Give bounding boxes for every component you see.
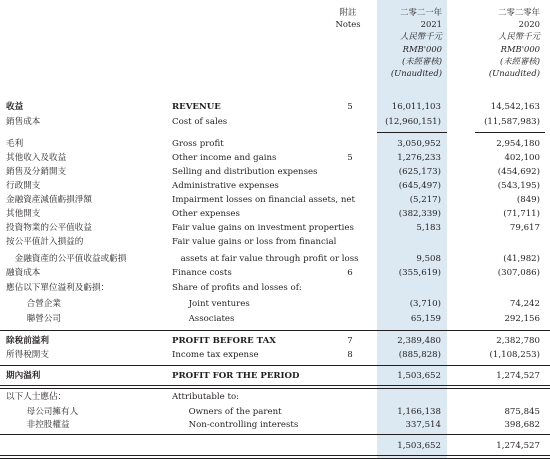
row-share-heading <box>0 283 550 294</box>
row-label-en: Fair value gains or loss from financial <box>172 237 337 247</box>
header-2020-audit-zh: (未經審核) <box>499 55 540 66</box>
row-attributable-heading <box>0 392 550 403</box>
row-value-2020: 79,617 <box>509 223 540 233</box>
header-2021-unit: RMB'000 <box>402 43 442 54</box>
row-impairment <box>0 195 550 206</box>
header-2021-audit: (Unaudited) <box>390 68 442 79</box>
header-2020-year: 2020 <box>518 19 540 30</box>
rule <box>0 330 550 331</box>
row-value-2020: 402,100 <box>504 153 540 163</box>
row-value-2021: 5,183 <box>416 223 441 233</box>
notes-header-zh: 附註 <box>339 7 357 17</box>
row-label-en: Fair value gains on investment properties <box>172 223 354 233</box>
row-associates <box>0 314 550 325</box>
row-profit-before-tax <box>0 336 550 347</box>
row-selling-expenses <box>0 167 550 178</box>
header-2021 <box>372 6 442 79</box>
row-finance-costs <box>0 268 550 279</box>
row-label-zh: 銷售成本 <box>6 117 41 127</box>
row-value-2021: (355,619) <box>398 268 441 278</box>
row-value-2020: (543,195) <box>497 181 540 191</box>
row-value-2020: 2,382,780 <box>496 336 540 346</box>
row-value-2021: 1,276,233 <box>397 153 441 163</box>
row-attributable-total <box>0 441 550 452</box>
row-value-2020: 1,274,527 <box>496 371 540 381</box>
notes-header <box>333 6 363 30</box>
row-value-2020: (41,982) <box>503 254 540 264</box>
row-value-2021: 2,389,480 <box>397 336 441 346</box>
row-label-en: Other expenses <box>172 209 240 219</box>
row-label-zh: 合營企業 <box>18 299 61 309</box>
row-profit-for-period <box>0 371 550 382</box>
row-label-en: Gross profit <box>172 139 224 149</box>
row-label-zh: 期內溢利 <box>6 371 41 381</box>
row-investment-property-gains <box>0 223 550 234</box>
row-label-en: Attributable to: <box>172 392 240 402</box>
row-value-2020: 2,954,180 <box>496 139 540 149</box>
row-value-2021: 337,514 <box>405 420 441 430</box>
row-admin-expenses <box>0 181 550 192</box>
row-label-zh: 其他開支 <box>6 209 41 219</box>
row-cost-of-sales <box>0 117 550 128</box>
row-value-2021: 1,503,652 <box>397 371 441 381</box>
row-label-en: Associates <box>180 314 235 324</box>
row-label-zh: 金融資產減值虧損淨額 <box>6 195 92 205</box>
row-label-zh: 行政開支 <box>6 181 41 191</box>
row-label-zh: 投資物業的公平值收益 <box>6 223 92 233</box>
header-2021-year: 2021 <box>420 19 442 30</box>
row-label-en: Owners of the parent <box>180 407 282 417</box>
header-2021-audit-zh: (未經審核) <box>401 55 442 66</box>
row-label-zh: 融資成本 <box>6 268 41 278</box>
row-value-2020: (307,086) <box>497 268 540 278</box>
row-label-en: Impairment losses on financial assets, net <box>172 195 355 205</box>
header-2020-year-zh: 二零二零年 <box>498 7 540 17</box>
double-rule <box>0 455 550 459</box>
row-note: 5 <box>347 153 353 163</box>
row-label-en: Income tax expense <box>172 350 259 360</box>
row-value-2021: 9,508 <box>416 254 441 264</box>
row-fvtpl <box>0 254 550 265</box>
row-label-en: assets at fair value through profit or loss <box>172 254 359 264</box>
row-value-2020: 14,542,163 <box>490 102 540 112</box>
row-label-zh: 應佔以下單位溢利及虧損： <box>6 283 110 293</box>
row-value-2020: (1,108,253) <box>489 350 540 360</box>
row-label-en: PROFIT BEFORE TAX <box>172 336 276 346</box>
row-label-zh: 其他收入及收益 <box>6 153 67 163</box>
row-label-zh: 金融資產的公平值收益或虧損 <box>6 254 127 264</box>
header-2021-year-zh: 二零二一年 <box>400 7 442 17</box>
row-label-en: Non-controlling interests <box>180 420 299 430</box>
header-2020 <box>470 6 540 79</box>
row-value-2021: (12,960,151) <box>385 117 441 127</box>
row-value-2021: (885,828) <box>398 350 441 360</box>
row-value-2020: (454,692) <box>497 167 540 177</box>
row-joint-ventures <box>0 299 550 310</box>
row-value-2021: (5,217) <box>409 195 441 205</box>
row-fvtpl-heading <box>0 237 550 248</box>
row-value-2020: (849) <box>516 195 540 205</box>
row-value-2020: 398,682 <box>504 420 540 430</box>
row-label-zh: 毛利 <box>6 139 24 149</box>
row-label-en: Share of profits and losses of: <box>172 283 302 293</box>
row-label-zh: 母公司擁有人 <box>18 407 79 417</box>
rule <box>0 365 550 366</box>
row-label-en: REVENUE <box>172 102 221 112</box>
row-label-zh: 按公平值計入損益的 <box>6 237 84 247</box>
row-label-zh: 除稅前溢利 <box>6 336 49 346</box>
row-label-zh: 收益 <box>6 102 24 112</box>
row-note: 5 <box>347 102 353 112</box>
row-value-2021: (382,339) <box>398 209 441 219</box>
rule <box>475 132 545 133</box>
row-label-en: Selling and distribution expenses <box>172 167 318 177</box>
row-label-en: Administrative expenses <box>172 181 279 191</box>
rule <box>0 434 550 435</box>
row-value-2020: 74,242 <box>509 299 540 309</box>
row-label-zh: 聯營公司 <box>18 314 61 324</box>
row-value-2020: (11,587,983) <box>484 117 540 127</box>
row-non-controlling <box>0 420 550 431</box>
row-value-2021: 16,011,103 <box>391 102 441 112</box>
row-value-2020: 1,274,527 <box>496 441 540 451</box>
row-note: 6 <box>347 268 353 278</box>
row-value-2021: 65,159 <box>410 314 441 324</box>
rule <box>377 132 447 133</box>
row-value-2020: 292,156 <box>504 314 540 324</box>
row-label-en: Cost of sales <box>172 117 228 127</box>
header-2020-unit-zh: 人民幣千元 <box>498 31 540 42</box>
row-note: 7 <box>347 336 353 346</box>
row-other-expenses <box>0 209 550 220</box>
row-value-2021: 1,166,138 <box>397 407 441 417</box>
row-value-2021: 1,503,652 <box>397 441 441 451</box>
row-label-zh: 非控股權益 <box>18 420 70 430</box>
row-label-en: PROFIT FOR THE PERIOD <box>172 371 300 381</box>
row-label-zh: 以下人士應佔： <box>6 392 67 402</box>
row-label-zh: 所得稅開支 <box>6 350 49 360</box>
row-label-en: Joint ventures <box>180 299 250 309</box>
header-2020-audit: (Unaudited) <box>488 68 540 79</box>
row-value-2021: 3,050,952 <box>397 139 441 149</box>
row-value-2021: (645,497) <box>398 181 441 191</box>
row-value-2021: (3,710) <box>409 299 441 309</box>
row-value-2021: (625,173) <box>398 167 441 177</box>
double-rule <box>0 385 550 389</box>
row-income-tax <box>0 350 550 361</box>
row-owners-of-parent <box>0 407 550 418</box>
row-note: 8 <box>347 350 353 360</box>
header-2020-unit: RMB'000 <box>500 43 540 54</box>
row-label-en: Finance costs <box>172 268 232 278</box>
notes-header-en: Notes <box>335 19 361 30</box>
row-label-en: Other income and gains <box>172 153 277 163</box>
row-gross-profit <box>0 139 550 150</box>
header-2021-unit-zh: 人民幣千元 <box>400 31 442 42</box>
row-revenue <box>0 102 550 113</box>
row-value-2020: 875,845 <box>504 407 540 417</box>
row-value-2020: (71,711) <box>503 209 540 219</box>
row-label-zh: 銷售及分銷開支 <box>6 167 67 177</box>
row-other-income <box>0 153 550 164</box>
